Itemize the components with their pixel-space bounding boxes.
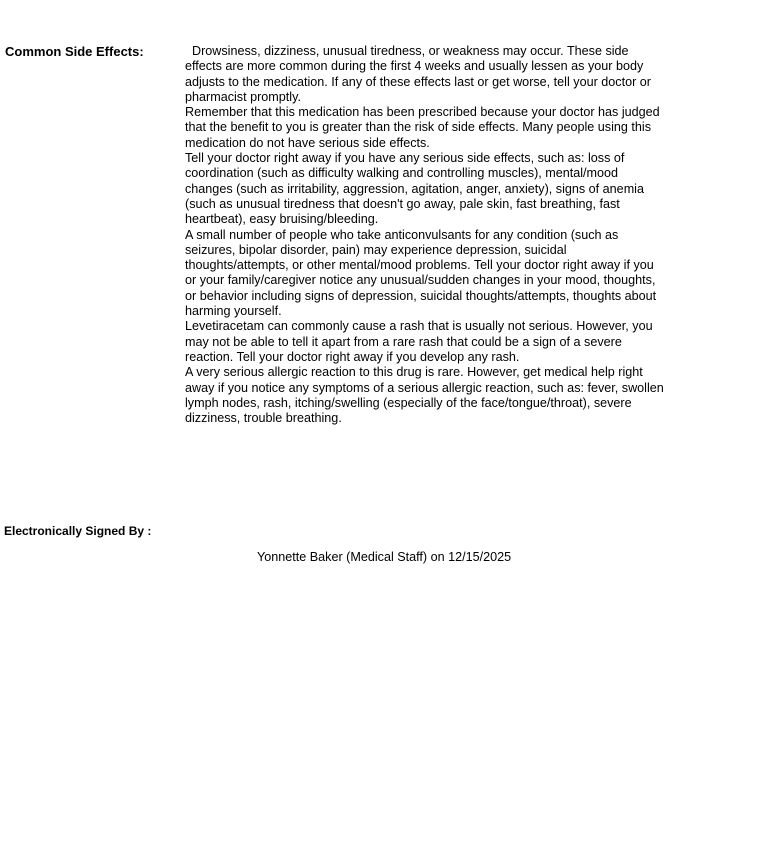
side-effects-paragraph: A small number of people who take anticonvulsants for any condition (such as seizures, bipolar disorder, pain) may experience depression, suicidal thoughts/attempts, or other mental/mood problems. Tell your doctor right away if you or your family/caregiver notice any unusual/sudden changes in your mood, thoughts, or behavior including signs of depression, suicidal thoughts/attempts, thoughts about harming yourself. (185, 227, 657, 319)
side-effects-paragraph: A very serious allergic reaction to this drug is rare. However, get medical help right away if you notice any symptoms of a serious allergic reaction, such as: fever, swollen lymph nodes, rash, itching/swelling (especially of the face/tongue/throat), severe dizziness, trouble breathing. (185, 365, 664, 426)
side-effects-text (185, 44, 665, 426)
electronic-signature-label: Electronically Signed By : (4, 524, 152, 538)
side-effects-paragraph: Tell your doctor right away if you have any serious side effects, such as: loss of coordination (such as difficulty walking and controlling muscles), mental/mood changes (such as irritability, aggression, agitation, anger, anxiety), signs of anemia (such as unusual tiredness that doesn't go away, pale skin, fast breathing, fast heartbeat), easy bruising/bleeding. (185, 151, 644, 227)
side-effects-paragraph: Remember that this medication has been prescribed because your doctor has judged that the benefit to you is greater than the risk of side effects. Many people using this medication do not have serious side effects. (185, 105, 660, 150)
side-effects-paragraph: Levetiracetam can commonly cause a rash that is usually not serious. However, you may not be able to tell it apart from a rare rash that could be a sign of a severe reaction. Tell your doctor right away if you develop any rash. (185, 319, 653, 364)
electronic-signature-value: Yonnette Baker (Medical Staff) on 12/15/2025 (257, 550, 512, 564)
side-effects-paragraph: Drowsiness, dizziness, unusual tiredness, or weakness may occur. These side effects are more common during the first 4 weeks and usually lessen as your body adjusts to the medication. If any of these effects last or get worse, tell your doctor or pharmacist promptly. (185, 44, 651, 104)
side-effects-label: Common Side Effects: (5, 44, 144, 59)
